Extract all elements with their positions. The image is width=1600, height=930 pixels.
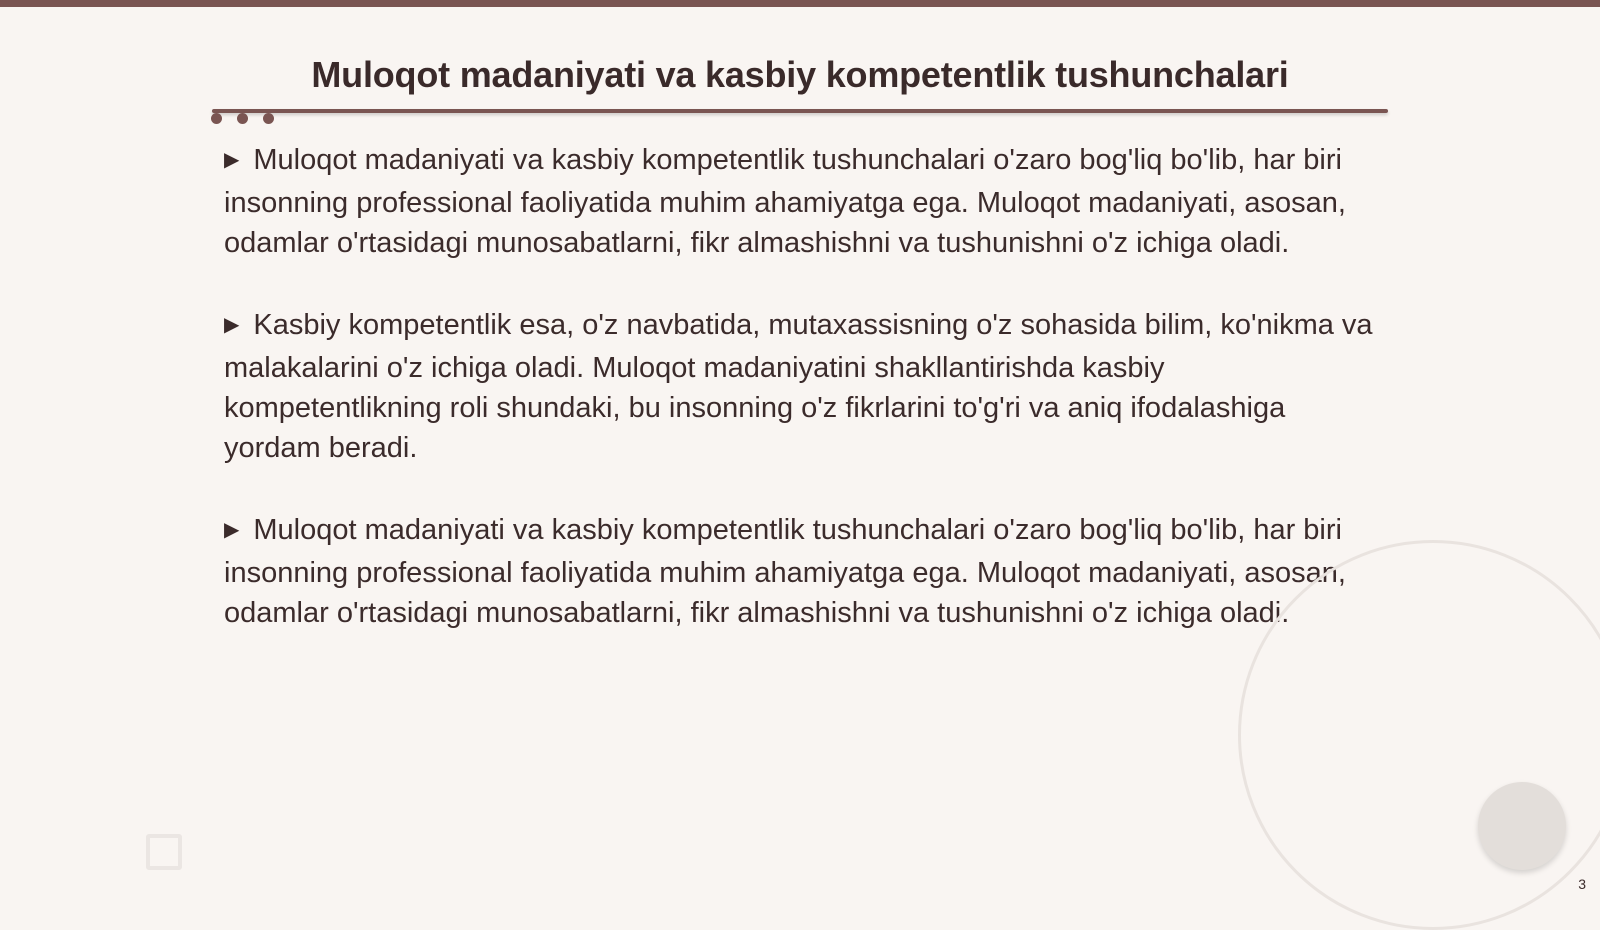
bullet-text: Muloqot madaniyati va kasbiy kompetentlik tushunchalari o'zaro bog'liq bo'lib, har biri insonning professional faoliyatida muhim ahamiyatga ega. Muloqot madaniyati, asosan, odamlar o'rtasidagi munosabatlarni, fikr almashishni va tushunishni o'z ichiga oladi. xyxy=(224,514,1346,629)
decorative-square xyxy=(146,834,182,870)
bullet-item xyxy=(224,510,1384,633)
bullet-arrow-icon: ▶ xyxy=(224,519,240,541)
decorative-circle xyxy=(1478,782,1566,870)
title-underline xyxy=(212,109,1388,113)
bullet-item xyxy=(224,140,1384,263)
bullet-item xyxy=(224,305,1384,468)
underline-dot-1 xyxy=(211,113,222,124)
bullet-arrow-icon: ▶ xyxy=(224,314,240,336)
slide-title: Muloqot madaniyati va kasbiy kompetentlik tushunchalari xyxy=(311,54,1289,95)
bullet-arrow-icon: ▶ xyxy=(224,149,240,171)
page-number: 3 xyxy=(1578,876,1586,892)
bullet-text: Kasbiy kompetentlik esa, o'z navbatida, mutaxassisning o'z sohasida bilim, ko'nikma va malakalarini o'z ichiga oladi. Muloqot madaniyatini shakllantirishda kasbiy kompetentlikning roli shundaki, bu insonning o'z fikrlarini to'g'ri va aniq ifodalashiga yordam beradi. xyxy=(224,309,1373,464)
underline-dot-2 xyxy=(237,113,248,124)
slide-content xyxy=(224,140,1384,675)
decorative-ring xyxy=(1238,540,1600,930)
underline-dot-3 xyxy=(263,113,274,124)
bullet-text: Muloqot madaniyati va kasbiy kompetentlik tushunchalari o'zaro bog'liq bo'lib, har biri insonning professional faoliyatida muhim ahamiyatga ega. Muloqot madaniyati, asosan, odamlar o'rtasidagi munosabatlarni, fikr almashishni va tushunishni o'z ichiga oladi. xyxy=(224,144,1346,259)
top-accent-bar xyxy=(0,0,1600,7)
